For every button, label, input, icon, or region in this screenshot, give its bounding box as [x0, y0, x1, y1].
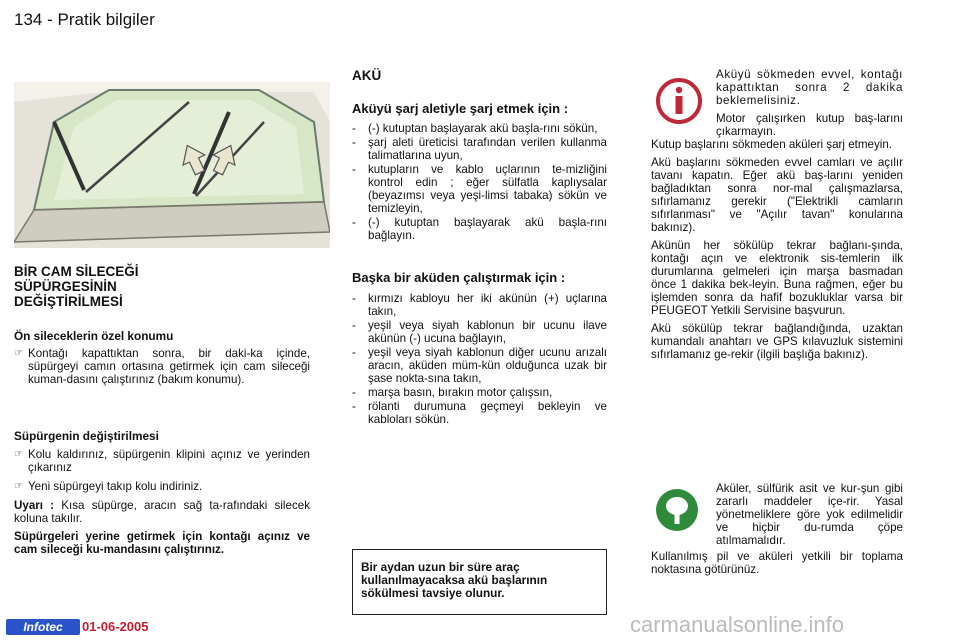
charge-steps: [352, 122, 607, 242]
footer-date: 01-06-2005: [82, 619, 149, 634]
wiper-section: [14, 264, 310, 561]
header-separator: -: [47, 10, 53, 29]
list-item: - kutupların ve kablo uçlarının te-mizliğini kontrol edin ; eğer sülfatla kaplıysalar (beyazımsı veya yeşi-limsi tabaka) sökün ve temizleyin,: [352, 163, 607, 215]
battery-advice: [651, 138, 903, 366]
wiper-subtitle-replace: Süpürgenin değiştirilmesi: [14, 429, 159, 443]
wiper-warning: [14, 499, 310, 525]
wiper-replace-item: ☞ Yeni süpürgeyi takıp kolu indiriniz.: [14, 480, 203, 493]
list-item: - yeşil veya siyah kablonun bir ucunu ilave akünün (-) ucuna bağlayın,: [352, 319, 607, 345]
page-header: [14, 10, 155, 30]
watermark: carmanualsonline.info: [630, 612, 845, 637]
recycling-paragraph: Kullanılmış pil ve aküleri yetkili bir toplama noktasına götürünüz.: [651, 550, 903, 576]
advice-paragraph: Kutup başlarını sökmeden aküleri şarj etmeyin.: [651, 138, 893, 151]
environment-tree-icon: [655, 488, 699, 532]
windscreen-wiper-drawing: [14, 82, 330, 248]
wiper-closing: Süpürgeleri yerine getirmek için kontağı açınız ve cam sileceği ku-mandasını çalıştırınız.: [14, 530, 310, 556]
list-item: - (-) kutuptan başlayarak akü başla-rını bağlayın.: [352, 216, 607, 242]
charge-title: Aküyü şarj aletiyle şarj etmek için :: [352, 101, 569, 116]
list-item: - yeşil veya siyah kablonun diğer ucunu arızalı aracın, aküden müm-kün olduğunca uzak bir şase nokta-sına takın,: [352, 346, 607, 385]
warning-label: Uyarı :: [14, 499, 55, 512]
wiper-illustration: [14, 82, 330, 248]
pointing-hand-icon: ☞: [14, 449, 23, 460]
infotec-logo: Infotec: [6, 619, 80, 635]
wiper-position-item: ☞ Kontağı kapattıktan sonra, bir daki-ka içinde, süpürgeyi camın ortasına getirmek için cam sileceği kuman-dasını çalıştırınız (bakım konumu).: [14, 347, 310, 386]
recycling-text: [651, 550, 903, 581]
warning-text: Kısa süpürge, aracın sağ ta-rafındaki silecek koluna takılır.: [14, 499, 310, 525]
page-number: 134: [14, 10, 43, 29]
wiper-subtitle-position: Ön sileceklerin özel konumu: [14, 329, 174, 343]
info-paragraph: Motor çalışırken kutup baş-larını çıkarmayın.: [716, 112, 903, 138]
info-box-text: [716, 68, 903, 143]
battery-note-box: Bir aydan uzun bir süre araç kullanılmayacaksa akü başlarının sökülmesi tavsiye olunur.: [352, 549, 607, 615]
jump-steps: [352, 292, 607, 426]
info-icon: [654, 76, 704, 126]
list-item: - şarj aleti üreticisi tarafından verilen kullanma talimatlarına uyun,: [352, 136, 607, 162]
list-item: - kırmızı kabloyu her iki akünün (+) uçlarına takın,: [352, 292, 607, 318]
pointing-hand-icon: ☞: [14, 348, 23, 359]
wiper-replace-item: ☞ Kolu kaldırınız, süpürgenin klipini açınız ve yerinden çıkarınız: [14, 448, 310, 474]
advice-paragraph: Akü sökülüp tekrar bağlandığında, uzaktan kumandalı anahtarı ve GPS kılavuzluk sistemini sıfırlamanız ge-rekir (ilgili başlığa bakınız).: [651, 322, 903, 361]
info-paragraph: Aküyü sökmeden evvel, kontağı kapattıktan sonra 2 dakika beklemelisiniz.: [716, 68, 903, 107]
battery-section: [352, 68, 607, 427]
list-item: - marşa basın, bırakın motor çalışsın,: [352, 386, 553, 399]
environment-text: [716, 482, 903, 552]
advice-paragraph: Akü başlarını sökmeden evvel camları ve açılır tavanı kapatın. Eğer akü baş-larını yeniden bağladıktan sonra nor-mal çalışmazlarsa, sıfırlamanız gerekir ("Elektrikli camların sıfırlanması" ve "Açılır tavan" konularına bakınız).: [651, 156, 903, 234]
battery-title: AKÜ: [352, 68, 382, 83]
page-title: Pratik bilgiler: [57, 10, 155, 29]
environment-paragraph: Aküler, sülfürik asit ve kur-şun gibi zararlı maddeler içe-rir. Yasal yönetmeliklere göre yok edilmelidir ve hiçbir du-rumda çöpe atılmamalıdır.: [716, 482, 903, 547]
wiper-title: BİR CAM SİLECEĞİ SÜPÜRGESİNİN DEĞİŞTİRİLMESİ: [14, 264, 139, 309]
list-item: - rölanti durumuna geçmeyi bekleyin ve kabloları sökün.: [352, 400, 607, 426]
list-item: - (-) kutuptan başlayarak akü başla-rını sökün,: [352, 122, 598, 135]
advice-paragraph: Akünün her sökülüp tekrar bağlanı-şında, kontağı açın ve elektronik sis-temlerin ilk durumlarına gelmeleri için marşa basmadan önce 1 dakika bek-leyin. Buna rağmen, eğer bu işlemden sonra da hafif bozukluklar varsa bir PEUGEOT Yetkili Servisine başvurun.: [651, 239, 903, 317]
pointing-hand-icon: ☞: [14, 481, 23, 492]
jump-title: Başka bir aküden çalıştırmak için :: [352, 270, 566, 285]
